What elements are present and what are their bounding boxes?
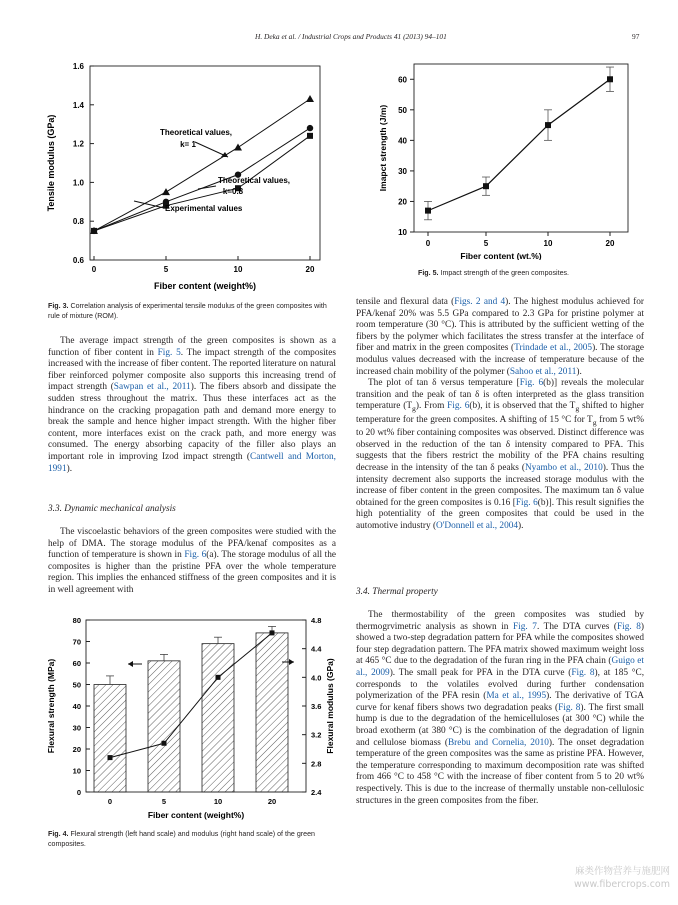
tan-delta-paragraph (356, 378, 644, 532)
text-run: ). The fibers absorb and dissipate the sudden stress throughout the matrix. Thus these interfaces act as the hindrance on the cracking propagation path and demand more energy to break the sample and hence higher impact strength. With the higher fiber content, more interfaces exist on the crack path, and more energy was consumed. The energy absorbing capacity of the filler also plays an important role in improving Izod impact strength ( (48, 382, 337, 462)
text-run: shifted to higher temperature for the green composites. A shifting of 15 °C for T (356, 401, 644, 425)
fig3-tensile-modulus-chart (40, 60, 330, 295)
data-point (306, 95, 314, 102)
fig5-caption (418, 268, 658, 278)
y2-tick-label: 3.6 (311, 702, 322, 711)
text-run: from 5 wt% to 20 wt% fiber containing composites was observed. Distinct difference was observed in the reduction of the tan δ intensity compared to PFA. This suggests that the fibers restrict the mobility of the PFA chains resulting decrease in the intensity of the tan δ peaks ( (356, 414, 644, 474)
citation-link[interactable]: Sahoo et al., 2011 (509, 366, 577, 377)
storage-modulus-paragraph (356, 297, 644, 378)
y-tick-label: 1.0 (72, 178, 84, 188)
text-run: The thermostability of the green composites was studied by thermogrvimetric analysis as shown in (356, 610, 644, 632)
citation-link[interactable]: Fig. 8 (571, 667, 595, 678)
text-run: The average impact strength of the green composites is shown as a function of fiber content in (48, 336, 336, 358)
y-tick-label: 50 (398, 105, 407, 115)
y-tick-label: 40 (72, 702, 81, 711)
thermal-paragraph (356, 610, 644, 807)
left-scale-arrowhead (128, 661, 133, 667)
y-tick-label: 20 (398, 197, 407, 207)
citation-link[interactable]: Fig. 6 (515, 497, 538, 508)
left-column-top (48, 336, 336, 475)
y2-tick-label: 2.4 (311, 788, 322, 797)
text-run: ). From (415, 401, 448, 412)
text-run: ). The small peak for PFA in the DTA curve ( (389, 667, 572, 678)
text-run: ). The onset degradation temperature of the green composites was the same as pristine PFA. However, the temperature corresponding to maximum decomposition rate was shifted from 466 °C to 458 °C with the increase of fiber content from 5 to 20 wt% respectively. This is due to the increase of thermally unstable non-cellulosic structures in the green composites from the fiber. (356, 737, 645, 806)
text-run: ). The derivative of TGA curve for kenaf fibers shows two degradation peaks ( (356, 691, 644, 713)
x-tick-label: 20 (305, 265, 315, 274)
data-point (162, 188, 170, 195)
annotation-label: Theoretical values, (218, 176, 291, 185)
x-tick-label: 10 (233, 265, 243, 274)
data-point (425, 208, 431, 214)
annotation-label: Experimental values (165, 204, 243, 213)
y-axis-title: Flexural strength (MPa) (46, 658, 56, 754)
data-point (307, 125, 313, 131)
citation-link[interactable]: Sawpan et al., 2011 (113, 382, 191, 393)
left-column-dma (48, 527, 336, 597)
subscript-g: g (592, 417, 597, 427)
bar (202, 644, 234, 792)
citation-link[interactable]: Cantwell and Morton, 1991 (48, 451, 336, 474)
y-tick-label: 10 (72, 766, 81, 776)
dma-paragraph (48, 527, 336, 597)
x-tick-label: 20 (605, 239, 615, 248)
fig3-caption (48, 301, 338, 321)
y2-tick-label: 4.4 (311, 644, 322, 654)
x-tick-label: 0 (425, 239, 431, 248)
text-run: (a). The storage modulus of all the composites is higher than the pristine PFA over the whole temperature region. This implies the enhanced stiffness of the green composites and it is in well agreement with (48, 550, 336, 595)
x-tick-label: 10 (213, 797, 223, 806)
fig4-caption-label: Fig. 4. (48, 830, 69, 838)
text-run: ). Thus the intensity decrement also supports the increased storage modulus with the increase of fiber content in the green composites. The maximum tan δ value obtained for the green composites is 0.16 [ (356, 463, 644, 508)
annotation-label: k= 1 (180, 140, 196, 149)
citation-link[interactable]: Fig. 7 (513, 621, 537, 632)
y-tick-label: 1.2 (72, 139, 84, 149)
citation-link[interactable]: Fig. 6 (519, 378, 544, 389)
y2-tick-label: 4.0 (311, 673, 322, 683)
fig3-caption-label: Fig. 3. (48, 302, 69, 310)
annotation-label: k=0.8 (222, 187, 244, 196)
subscript-g: g (575, 404, 580, 414)
annotation-label: Theoretical values, (160, 128, 233, 137)
modulus-line (110, 633, 272, 758)
x-tick-label: 0 (91, 265, 97, 274)
section-3-4-heading: 3.4. Thermal property (356, 587, 438, 597)
impact-strength-paragraph (48, 336, 336, 475)
citation-link[interactable]: Nyambo et al., 2010 (524, 463, 603, 474)
text-run: (b)] reveals the molecular transition and the peak of tan δ is often interpreted as the glass transition temperature (T (356, 378, 644, 412)
y2-axis-title: Flexural modulus (GPa) (325, 658, 335, 754)
y2-tick-label: 4.8 (311, 616, 322, 625)
y-tick-label: 60 (398, 75, 407, 85)
data-point (307, 133, 313, 139)
citation-link[interactable]: Guigo et al., 2009 (356, 656, 644, 678)
y-tick-label: 30 (72, 723, 81, 733)
x-axis-title: Fiber content (wt.%) (460, 251, 542, 260)
section-3-3-heading: 3.3. Dynamic mechanical analysis (48, 504, 176, 514)
citation-link[interactable]: Fig. 6 (184, 550, 207, 561)
subscript-g: g (412, 404, 416, 414)
fig3-caption-text: Correlation analysis of experimental tensile modulus of the green composites with rule of mixture (ROM). (48, 302, 327, 320)
citation-link[interactable]: Fig. 8 (616, 621, 641, 632)
data-point (234, 143, 242, 150)
fig4-caption (48, 829, 338, 849)
data-point (483, 183, 489, 189)
x-tick-label: 5 (161, 797, 167, 806)
text-run: ). (518, 521, 524, 531)
right-scale-arrowhead (289, 659, 294, 665)
watermark-line-2: www.fibercrops.com (573, 879, 670, 890)
right-column-thermal (356, 610, 644, 807)
y-tick-label: 1.6 (72, 62, 84, 71)
text-run: ). The first small hump is due to the degradation of the hemicelluloses (at 300 °C) while the broad exotherm (at 380 °C) is the combination of the degradation of lignin and cellulose biomass ( (356, 702, 645, 748)
fig5-caption-text: Impact strength of the green composites. (440, 269, 570, 277)
text-run: ). (576, 366, 582, 377)
data-point (545, 122, 551, 128)
data-point (607, 76, 613, 82)
y-axis-title: Tensile modulus (GPa) (46, 114, 56, 212)
plot-frame (90, 66, 320, 260)
modulus-point (270, 630, 275, 635)
text-run: ), at 185 °C, corresponds to the volatiles evolved during further condensation polymerization of the PFA resin ( (356, 667, 645, 702)
watermark (540, 865, 670, 891)
data-point (91, 228, 97, 234)
fig4-flexural-chart (44, 612, 340, 826)
y-tick-label: 40 (398, 136, 407, 146)
bar (94, 685, 126, 793)
modulus-point (108, 755, 113, 760)
citation-link[interactable]: Fig. 8 (558, 702, 581, 713)
y2-tick-label: 2.8 (311, 759, 322, 769)
series-line (428, 79, 610, 210)
y-tick-label: 70 (72, 637, 81, 647)
y2-tick-label: 3.2 (311, 730, 322, 740)
citation-link[interactable]: Brebu and Cornelia, 2010 (447, 737, 549, 748)
citation-link[interactable]: Ma et al., 1995 (486, 691, 547, 702)
x-tick-label: 0 (107, 797, 113, 806)
text-run: ). (66, 463, 73, 474)
y-axis-title: Imapct strength (J/m) (378, 104, 388, 192)
modulus-point (162, 741, 167, 746)
right-column-top (356, 297, 644, 533)
bar (256, 633, 288, 792)
text-run: The viscoelastic behaviors of the green composites were studied with the help of DMA. The storage modulus of the PFA/kenaf composites as a function of temperature is shown in (48, 527, 336, 561)
y-tick-label: 1.4 (72, 100, 84, 110)
y-tick-label: 10 (398, 228, 407, 237)
text-run: . The DTA curves ( (536, 621, 617, 632)
bar (148, 661, 180, 792)
text-run: (b)]. This result signifies the high potentiality of the green composites that could be used in the automotive industry ( (356, 497, 645, 531)
fig5-impact-strength-chart (376, 62, 632, 260)
x-tick-label: 10 (543, 239, 553, 248)
fig5-caption-label: Fig. 5. (418, 269, 439, 277)
y-tick-label: 50 (72, 680, 81, 690)
citation-link[interactable]: Fig. 5 (157, 347, 181, 358)
x-tick-label: 5 (163, 265, 169, 274)
y-tick-label: 60 (72, 659, 81, 668)
watermark-line-1: 麻类作物营养与施肥网 (574, 866, 670, 877)
text-run: . The impact strength of the composites increased with the increase of fiber content. The reported literature on natural fiber reinforced polymer composite also supports this increasing trend of impact strength ( (48, 347, 336, 393)
x-tick-label: 5 (483, 239, 489, 248)
y-tick-label: 30 (398, 166, 407, 176)
modulus-point (216, 675, 221, 680)
text-run: ). The highest modulus achieved for PFA/kenaf 20% was 5.5 GPa compared to 2.3 GPa for pristine polymer at room temperature (30 °C). This is attributed by the sufficient wetting of the fibers by the polymer which facilitates the stress transfer at the interface of fiber and matrix in the green composites ( (356, 297, 644, 354)
text-run: ) showed a two-step degradation pattern for PFA while the composites showed four step degradation pattern. The PFA matrix showed maximum weight loss at 465 °C due to the degradation of the furan ring in the PFA chain ( (356, 621, 645, 667)
y-tick-label: 0.6 (72, 256, 84, 265)
page-number: 97 (632, 32, 640, 41)
text-run: tensile and flexural data ( (356, 297, 455, 307)
text-run: ). The storage modulus values decreased with the increase of temperature because of the increased chain mobility of the polymer ( (356, 343, 644, 377)
fig4-caption-text: Flexural strength (left hand scale) and modulus (right hand scale) of the green composites. (48, 830, 315, 848)
x-tick-label: 20 (267, 797, 277, 806)
citation-link[interactable]: O'Donnell et al., 2004 (436, 521, 519, 531)
y-tick-label: 0.8 (72, 217, 84, 227)
x-axis-title: Fiber content (weight%) (147, 810, 245, 820)
journal-citation: H. Deka et al. / Industrial Crops and Products 41 (2013) 94–101 (255, 32, 447, 41)
y-tick-label: 20 (72, 745, 81, 754)
y-tick-label: 0 (76, 788, 81, 797)
citation-link[interactable]: Figs. 2 and 4 (454, 297, 506, 307)
x-axis-title: Fiber content (weight%) (154, 281, 256, 291)
text-run: The plot of tan δ versus temperature [ (368, 378, 520, 389)
text-run: (b), it is observed that the T (469, 401, 576, 412)
citation-link[interactable]: Fig. 6 (447, 401, 470, 412)
running-header (0, 32, 678, 46)
y-tick-label: 80 (72, 616, 81, 625)
citation-link[interactable]: Trindade et al., 2005 (514, 343, 593, 354)
